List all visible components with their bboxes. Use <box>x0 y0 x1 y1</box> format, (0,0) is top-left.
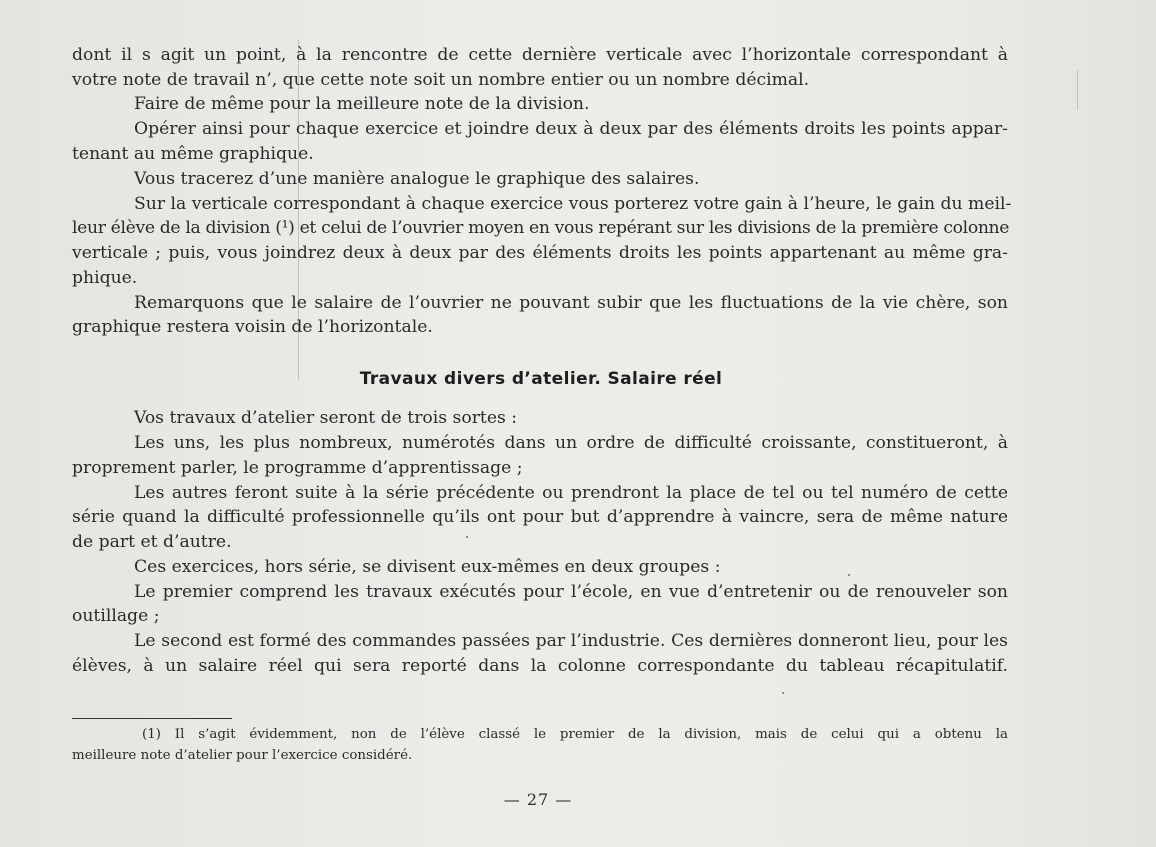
text-line: Les autres feront suite à la série précédente ou prendront la place de tel ou tel numéro de cette <box>134 483 1008 503</box>
footnote-line: (1) Il s’agit évidemment, non de l’élève classé le premier de la division, mais de celui qui a obtenu la <box>142 727 1008 742</box>
text-line: tenant au même graphique. <box>72 144 314 164</box>
text-line: Faire de même pour la meilleure note de la division. <box>134 94 590 114</box>
text-line: élèves, à un salaire réel qui sera reporté dans la colonne correspondante du tableau récapitulatif. <box>72 656 1008 676</box>
text-line: leur élève de la division (¹) et celui de l’ouvrier moyen en vous repérant sur les divisions de la première colonne <box>72 218 1010 238</box>
text-line: phique. <box>72 268 138 288</box>
section-heading: Travaux divers d’atelier. Salaire réel <box>359 369 723 389</box>
text-line: Vos travaux d’atelier seront de trois sortes : <box>134 408 518 428</box>
text-line: Vous tracerez d’une manière analogue le graphique des salaires. <box>134 169 700 189</box>
text-line: dont il s agit un point, à la rencontre de cette dernière verticale avec l’horizontale correspondant à <box>72 45 1008 65</box>
text-line: Le second est formé des commandes passées par l’industrie. Ces dernières donneront lieu, pour les <box>134 631 1008 651</box>
text-line: proprement parler, le programme d’apprentissage ; <box>72 458 523 478</box>
footnote-line: meilleure note d’atelier pour l’exercice considéré. <box>72 748 413 763</box>
text-line: Remarquons que le salaire de l’ouvrier ne pouvant subir que les fluctuations de la vie chère, son <box>134 293 1008 313</box>
text-line: Sur la verticale correspondant à chaque exercice vous porterez votre gain à l’heure, le gain du meil- <box>134 194 1012 214</box>
paper-crease <box>1077 70 1078 110</box>
footnote-rule <box>72 718 232 719</box>
text-line: série quand la difficulté professionnelle qu’ils ont pour but d’apprendre à vaincre, sera de même nature <box>72 507 1008 527</box>
text-line: outillage ; <box>72 606 160 626</box>
text-line: Opérer ainsi pour chaque exercice et joindre deux à deux par des éléments droits les points appar- <box>134 119 1008 139</box>
text-line: verticale ; puis, vous joindrez deux à deux par des éléments droits les points appartenant au même gra- <box>72 243 1008 263</box>
text-line: Le premier comprend les travaux exécutés pour l’école, en vue d’entretenir ou de renouveler son <box>134 582 1008 602</box>
text-line: Les uns, les plus nombreux, numérotés dans un ordre de difficulté croissante, constitueront, à <box>134 433 1008 453</box>
text-line: graphique restera voisin de l’horizontale. <box>72 317 433 337</box>
text-line: de part et d’autre. <box>72 532 232 552</box>
text-line: votre note de travail n’, que cette note soit un nombre entier ou un nombre décimal. <box>72 70 810 90</box>
ink-speck <box>782 692 784 694</box>
page-number: — 27 — <box>503 790 573 809</box>
text-line: Ces exercices, hors série, se divisent eux-mêmes en deux groupes : <box>134 557 721 577</box>
